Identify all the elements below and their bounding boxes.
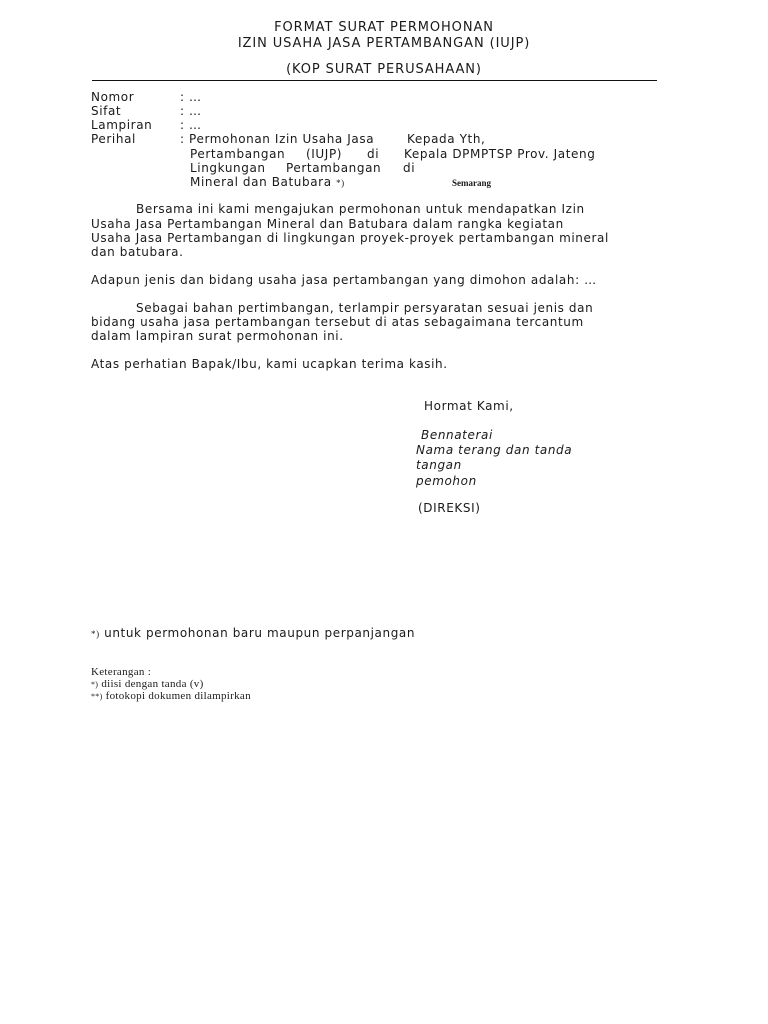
paragraph-1-line-2: Usaha Jasa Pertambangan Mineral dan Batubara dalam rangka kegiatan	[91, 217, 564, 231]
perihal-line-3a: Lingkungan	[190, 161, 266, 175]
recipient-greeting: Kepada Yth,	[407, 132, 486, 146]
letterhead-placeholder: (KOP SURAT PERUSAHAAN)	[286, 62, 482, 77]
closing-greeting: Hormat Kami,	[424, 399, 514, 413]
perihal-line-2b: (IUJP)	[306, 147, 343, 161]
paragraph-3-line-2: bidang usaha jasa pertambangan tersebut di atas sebagaimana tercantum	[91, 315, 584, 329]
notes-item-1-mark: *)	[91, 680, 99, 689]
paragraph-3-line-3: dalam lampiran surat permohonan ini.	[91, 329, 344, 343]
recipient-di: di	[403, 161, 416, 175]
signer-name-line-3: pemohon	[416, 474, 477, 488]
paragraph-1-line-1: Bersama ini kami mengajukan permohonan untuk mendapatkan Izin	[136, 202, 585, 216]
document-title: FORMAT SURAT PERMOHONAN	[274, 20, 494, 35]
signer-position: (DIREKSI)	[418, 501, 481, 515]
footnote	[91, 626, 415, 640]
lampiran-value: : …	[180, 118, 202, 132]
notes-item-1-text: diisi dengan tanda (v)	[101, 678, 204, 690]
notes-item-2	[91, 690, 251, 702]
nomor-value: : …	[180, 90, 202, 104]
perihal-line-2a: Pertambangan	[190, 147, 286, 161]
signer-name-line-2: tangan	[416, 458, 462, 472]
paragraph-3-line-1: Sebagai bahan pertimbangan, terlampir persyaratan sesuai jenis dan	[136, 301, 594, 315]
perihal-footnote-mark: *)	[336, 178, 345, 188]
signer-name-line-1: Nama terang dan tanda	[416, 443, 573, 457]
perihal-line-3b: Pertambangan	[286, 161, 382, 175]
sifat-value: : …	[180, 104, 202, 118]
notes-title: Keterangan :	[91, 666, 152, 678]
recipient-city: Semarang	[452, 178, 491, 188]
nomor-label: Nomor	[91, 90, 135, 104]
footnote-mark: *)	[91, 629, 100, 639]
perihal-line-4	[190, 175, 345, 189]
header-divider	[92, 80, 657, 81]
sifat-label: Sifat	[91, 104, 122, 118]
paragraph-1-line-3: Usaha Jasa Pertambangan di lingkungan proyek-proyek pertambangan mineral	[91, 231, 609, 245]
perihal-label: Perihal	[91, 132, 136, 146]
perihal-line-2c: di	[367, 147, 380, 161]
perihal-line-4-text: Mineral dan Batubara	[190, 175, 332, 189]
lampiran-label: Lampiran	[91, 118, 153, 132]
paragraph-1-line-4: dan batubara.	[91, 245, 184, 259]
notes-item-2-text: fotokopi dokumen dilampirkan	[105, 690, 251, 702]
notes-item-2-mark: **)	[91, 692, 103, 701]
paragraph-2: Adapun jenis dan bidang usaha jasa pertambangan yang dimohon adalah: …	[91, 273, 597, 287]
footnote-text: untuk permohonan baru maupun perpanjangan	[104, 626, 416, 640]
materai-placeholder: Bennaterai	[421, 428, 493, 442]
document-subtitle: IZIN USAHA JASA PERTAMBANGAN (IUJP)	[237, 36, 531, 51]
paragraph-4: Atas perhatian Bapak/Ibu, kami ucapkan terima kasih.	[91, 357, 448, 371]
recipient-name: Kepala DPMPTSP Prov. Jateng	[404, 147, 596, 161]
perihal-line-1: : Permohonan Izin Usaha Jasa	[180, 132, 375, 146]
notes-item-1	[91, 678, 204, 690]
